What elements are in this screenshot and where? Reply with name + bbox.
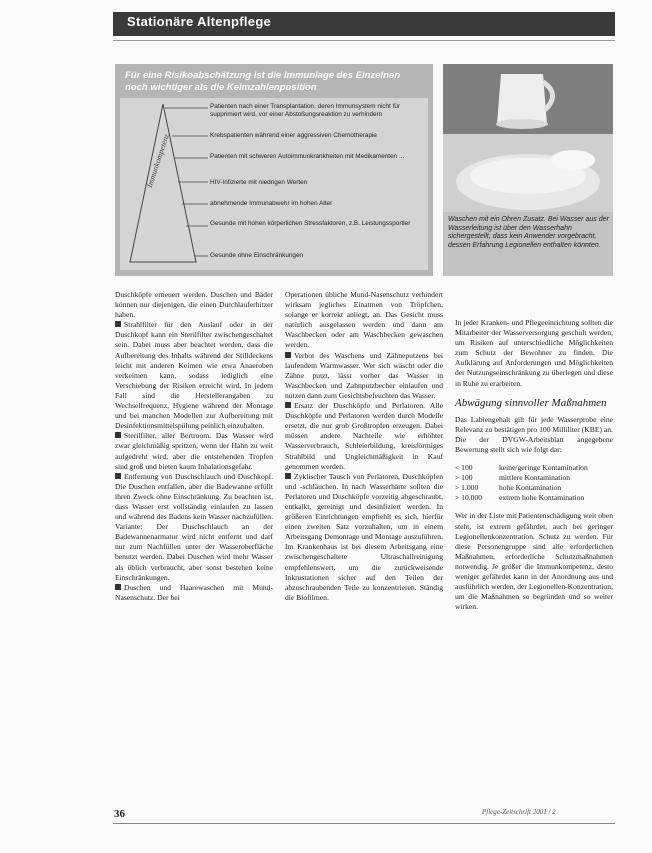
section-heading: Abwägung sinnvoller Maßnahmen <box>455 396 607 409</box>
pyramid-item: Gesunde mit hohen körperlichen Stressfaktoren, z.B. Leistungssportler <box>210 220 411 227</box>
pyramid-item: HIV-Infizierte mit niedrigen Werten <box>210 179 308 186</box>
paragraph: In jeder Kranken- und Pflegeeinrichtung sollten die Mitarbeiter der Wasserversorgung geschult werden, um Risiken auf unterschiedliche Möglichkeiten zum Schutz der Bewohner zu finden. Die Aufklärung auf Anforderungen und Möglichkeiten der Nutzungseinschränkung zu überlegen und diese in Ruhe zu erarbeiten. <box>455 318 613 388</box>
pyramid-item: abnehmende Immunabwehr im hohen Alter <box>210 200 333 207</box>
bullet-square-icon <box>115 321 121 327</box>
table-row: < 100 keine/geringe Kontamination <box>455 463 588 473</box>
photo-illustration <box>443 64 613 212</box>
page-header-title: Stationäre Altenpflege <box>127 14 272 29</box>
table-row: > 100 mittlere Kontamination <box>455 473 571 483</box>
paragraph: Operationen übliche Mund-Nasenschutz verhindert wirksam jegliches Einatmen von Tröpfchen, solange er korrekt anliegt, an. Das Gesicht muss natürlich ausgelassen werden und dann am Waschbecken oder am Waschbecken gewaschen werden. <box>285 290 443 350</box>
paragraph: Zyklischer Tausch von Perlatoren, Duschköpfen und -schläuchen. In nach Wasserhärte sollten die Perlatoren und Duschköpfe vorzeitig abgeschraubt, entkalkt, gereinigt und desinfiziert werden. In größeren Einrichtungen empfiehlt es sich, hierfür einen zweiten Satz vorzuhalten, um in einem Arbeitsgang Demontage und Montage auszuführen. Im Krankenhaus ist bei diesem Arbeitsgang eine zwischengeschaltete Ultraschallreinigung empfehlenswert, um die zurückweisende Inkrustationen sicher auf den Teilen der abzuschraubenden Teile zu konzentrieren. Ständig die Biofilmen. <box>285 471 443 602</box>
text-column-2 <box>285 290 443 603</box>
risk-table <box>455 463 613 503</box>
page-number: 36 <box>114 808 125 820</box>
table-row: > 1.000 hohe Kontamination <box>455 483 562 493</box>
bullet-square-icon <box>115 584 121 590</box>
paragraph: Duschköpfe erneuert werden. Duschen und Bäder können nur diejenigen, die einen Durchlauferhitzer haben. <box>115 290 273 320</box>
paragraph: Strahlfilter für den Auslauf oder in der Duschkopf kann ein Sterilfilter zwischengeschaltet sein. Dabei muss aber beachtet werden, dass die Aufbereitung des Inhalts während der Stilldeckens leicht mit anderen Keimen wie etwa Anaeroben verkeimen kann, sodass lediglich eine Verschiebung der Risiken erreicht wird. In jedem Fall sind die Herstellerangaben zu Wechselfrequenz, Hygiene während der Montage und bei manchen Modellen zur Aufbereitung mit Desinfektionsmittelspülung peinlich einzuhalten. <box>115 320 273 431</box>
bullet-square-icon <box>285 473 291 479</box>
paragraph: Sterilfilter, aller Bertroom. Das Wasser wird zwar gleichmäßig spritzen, wenn der Hahn zu weit aufgedreht wird, aber die entstehenden Tropfen sind groß und bieten kaum Inhalationsgefahr. <box>115 431 273 471</box>
pyramid-item: Patienten nach einer Transplantation, deren Immunsystem nicht für supprimiert wird, vor einer Abstoßungsreaktion zu verhindern <box>210 103 401 118</box>
figure-title: Für eine Risikoabschätzung ist die Immunlage des Einzelnen noch wichtiger als die Keimzahlenposition <box>125 70 401 93</box>
paragraph: Das Labiengehalt gilt für jede Wasserprobe eine Relevanz zu bestätigen pro 100 Milliliter (KBE) an. Die der DVGW-Arbeitsblatt angegebene Bewertung stellt sich wie folgt dar: <box>455 414 613 454</box>
footer-rule <box>113 823 615 824</box>
footer-source: Pflege-Zeitschrift 2001 / 2 <box>482 808 556 816</box>
text-column-3 <box>455 318 613 612</box>
bullet-square-icon <box>285 352 291 358</box>
pyramid-item: Gesunde ohne Einschränkungen <box>210 252 304 259</box>
paragraph: Ersatz der Duschköpfe und Perlatoren. Alle Duschköpfe und Perlatoren werden durch Modelle ersetzt, die nur grob Großtropfen erzeugen. Dabei müssen andere Nachteile wie erhöhter Wasserverbrauch, Schleierbildung, kreisförmiges Strahlbild und Ungleichmäßigkeit in Kauf genommen werden. <box>285 401 443 471</box>
paragraph: Wer in der Liste mit Patientenschädigung weit oben steht, ist extrem gefährdet, auch bei geringer Legionellenkonzentration. Schutz zu werden. Für diese Personengruppe sind alle erforderlichen Maßnahmen, erforderliche Schutzmaßnahmen notwendig. Je größer die Immunkompetenz, desto weniger gefährdet kann in der Anordnung aus und ausführlich werden, der Legionellen-Konzentration, um die Maßnahmen so begründen und so weiter wirken. <box>455 511 613 612</box>
pyramid-item: Krebspatienten während einer aggressiven Chemotherapie <box>210 132 377 139</box>
text-column-1 <box>115 290 273 603</box>
bullet-square-icon <box>285 402 291 408</box>
paragraph: Duschen und Haarewaschen mit Mund-Nasenschutz. Der bei <box>115 582 273 602</box>
paragraph: Entfernung von Duschschlauch und Duschkopf. Die Duschen entfallen, aber die Badewanne erfüllt ihren Zweck ohne Einschränkung. Zu beachten ist, dass Wasser erst vollständig einlaufen zu lassen und während des Badens kein Wasser nachzufüllen. Variante: Der Duschschlauch an der Badewannenarmatur wird nicht entfernt und darf nur zum Nachfüllen unter der Wasseroberfläche benutzt werden. Dabei Duschen wird mehr Wasser als üblich verbraucht, aber sonst bestehen keine Einschränkungen. <box>115 471 273 582</box>
pyramid-item: Patienten mit schweren Autoimmunkrankheiten mit Medikamenten ... <box>210 153 405 160</box>
table-row: > 10.000 extrem hohe Kontamination <box>455 493 585 503</box>
photo-caption: Waschen mit ein Ohren Zusatz. Bei Wasser aus der Wasserleitung ist über den Wasserhahn sichergestellt, dass kein Anwender vorgebracht, dessen Erfahrung Legionellen enthalten könnten. <box>448 216 609 249</box>
photo-washing <box>443 64 613 212</box>
header-rule <box>113 40 615 41</box>
paragraph: Verbot des Waschens und Zähneputzens bei laufendem Warmwasser. Wer sich wäscht oder die Zähne putzt, lässt vorher das Wasser in Waschbecken und Zahnputzbecher einlaufen und nutzen dann zum Gesichtsbefeuchten das Wasser. <box>285 350 443 400</box>
bullet-square-icon <box>115 473 121 479</box>
bullet-square-icon <box>115 432 121 438</box>
pyramid-axis-label: Immunkompetenz <box>145 132 171 189</box>
